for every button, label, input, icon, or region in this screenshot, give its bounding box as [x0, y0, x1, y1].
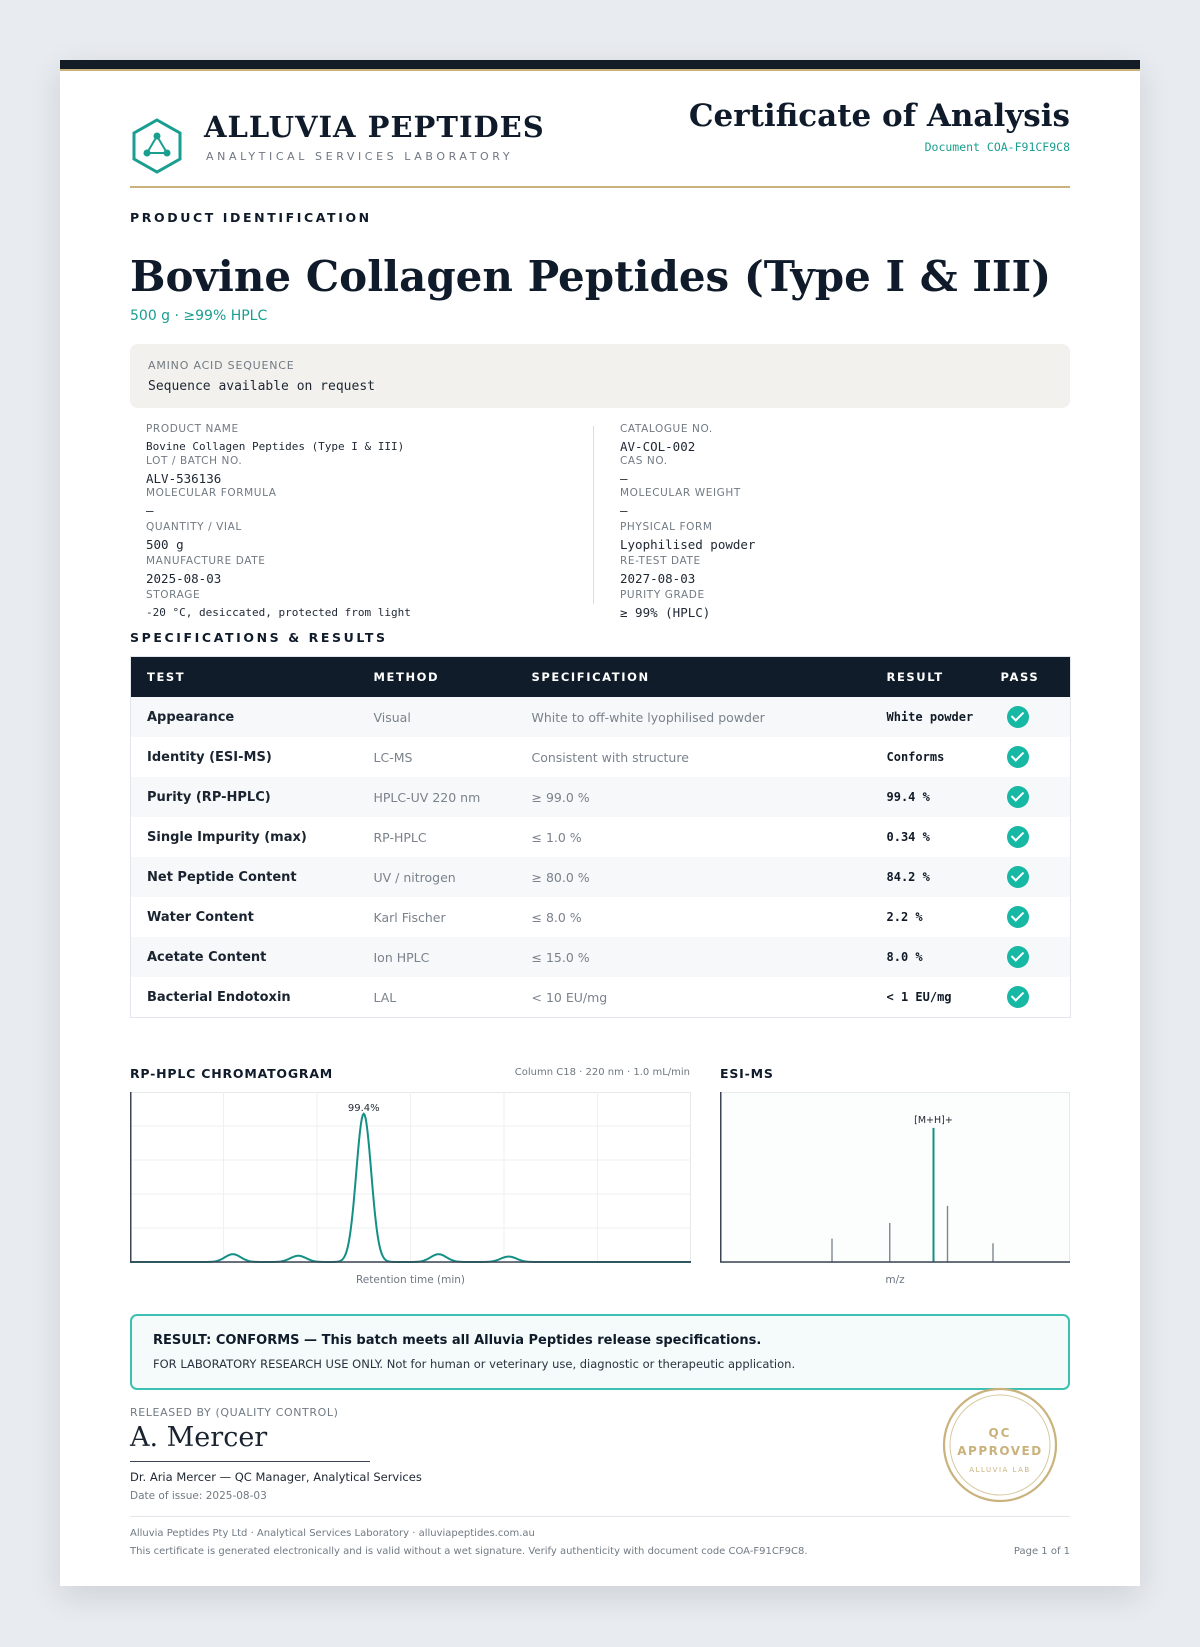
test-name: Bacterial Endotoxin — [131, 977, 358, 1018]
logo-hexagon-icon — [130, 117, 184, 175]
signer-name: Dr. Aria Mercer — QC Manager, Analytical Services — [130, 1470, 422, 1484]
table-row — [131, 937, 1071, 977]
table-row — [131, 817, 1071, 857]
pass-cell — [985, 937, 1071, 977]
footer-divider — [130, 1516, 1070, 1517]
meta-lot-number — [146, 455, 566, 487]
table-row — [131, 697, 1071, 737]
meta-label: CATALOGUE NO. — [620, 423, 713, 435]
test-name: Purity (RP-HPLC) — [131, 777, 358, 817]
meta-value: — — [146, 503, 154, 518]
meta-catalogue-number — [620, 423, 1040, 455]
test-result: Conforms — [871, 737, 985, 777]
test-specification: < 10 EU/mg — [516, 977, 871, 1018]
test-method: Ion HPLC — [358, 937, 516, 977]
column-header-result: RESULT — [871, 657, 985, 698]
hplc-chart-meta: Column C18 · 220 nm · 1.0 mL/min — [514, 1067, 690, 1078]
meta-divider — [593, 426, 594, 604]
meta-manufacture-date — [146, 555, 566, 587]
meta-value: Bovine Collagen Peptides (Type I & III) — [146, 440, 405, 453]
meta-value: 500 g — [146, 537, 184, 552]
table-header-row — [131, 657, 1071, 698]
released-by-label: RELEASED BY (QUALITY CONTROL) — [130, 1406, 339, 1419]
test-result: 0.34 % — [871, 817, 985, 857]
footer-company: Alluvia Peptides Pty Ltd · Analytical Services Laboratory · alluviapeptides.com.au — [130, 1528, 535, 1539]
meta-label: LOT / BATCH NO. — [146, 455, 243, 467]
meta-storage — [146, 589, 566, 621]
meta-value: AV-COL-002 — [620, 439, 696, 454]
hplc-chromatogram — [130, 1092, 691, 1267]
top-bar — [60, 60, 1140, 69]
document-code: Document COA-F91CF9C8 — [924, 140, 1070, 154]
meta-value: -20 °C, desiccated, protected from light — [146, 606, 411, 619]
test-specification: White to off-white lyophilised powder — [516, 697, 871, 737]
product-title: Bovine Collagen Peptides (Type I & III) — [130, 252, 1052, 301]
test-name: Single Impurity (max) — [131, 817, 358, 857]
meta-label: STORAGE — [146, 589, 201, 601]
esi-ms-spectrum — [720, 1092, 1070, 1267]
meta-purity-grade — [620, 589, 1040, 621]
test-result: < 1 EU/mg — [871, 977, 985, 1018]
certificate-page — [60, 60, 1140, 1586]
column-header-specification: SPECIFICATION — [516, 657, 871, 698]
test-name: Acetate Content — [131, 937, 358, 977]
meta-label: MOLECULAR FORMULA — [146, 487, 277, 499]
test-name: Water Content — [131, 897, 358, 937]
pass-cell — [985, 737, 1071, 777]
test-method: HPLC-UV 220 nm — [358, 777, 516, 817]
meta-label: PURITY GRADE — [620, 589, 705, 601]
meta-label: PHYSICAL FORM — [620, 521, 713, 533]
meta-quantity — [146, 521, 566, 553]
table-row — [131, 977, 1071, 1018]
signature-line — [130, 1461, 370, 1462]
brand-name: ALLUVIA PEPTIDES — [204, 110, 545, 144]
test-result: 84.2 % — [871, 857, 985, 897]
meta-label: PRODUCT NAME — [146, 423, 239, 435]
meta-label: RE-TEST DATE — [620, 555, 701, 567]
product-section-label: PRODUCT IDENTIFICATION — [130, 210, 372, 225]
check-icon — [1007, 946, 1029, 968]
meta-value: ALV-536136 — [146, 471, 222, 486]
meta-value: 2025-08-03 — [146, 571, 222, 586]
meta-value: Lyophilised powder — [620, 537, 756, 552]
specifications-table — [130, 656, 1071, 1018]
header-divider — [130, 186, 1070, 188]
test-result: White powder — [871, 697, 985, 737]
pass-cell — [985, 857, 1071, 897]
top-bar-accent — [60, 69, 1140, 71]
test-specification: ≤ 15.0 % — [516, 937, 871, 977]
meta-value: 2027-08-03 — [620, 571, 696, 586]
test-name: Appearance — [131, 697, 358, 737]
table-row — [131, 897, 1071, 937]
brand-subtitle: ANALYTICAL SERVICES LABORATORY — [206, 150, 514, 163]
sequence-label: AMINO ACID SEQUENCE — [148, 359, 295, 372]
test-result: 99.4 % — [871, 777, 985, 817]
sequence-value: Sequence available on request — [148, 379, 375, 394]
ms-chart-title: ESI-MS — [720, 1066, 774, 1081]
meta-value: — — [620, 471, 628, 486]
test-name: Identity (ESI-MS) — [131, 737, 358, 777]
test-specification: ≥ 80.0 % — [516, 857, 871, 897]
check-icon — [1007, 866, 1029, 888]
table-row — [131, 857, 1071, 897]
hplc-x-axis-title: Retention time (min) — [355, 1274, 466, 1286]
product-subtitle: 500 g · ≥99% HPLC — [130, 308, 268, 324]
meta-molecular-formula — [146, 487, 566, 519]
test-result: 2.2 % — [871, 897, 985, 937]
check-icon — [1007, 706, 1029, 728]
pass-cell — [985, 897, 1071, 937]
sequence-box — [130, 344, 1070, 408]
qc-approved-stamp-icon — [942, 1387, 1058, 1503]
test-specification: ≤ 1.0 % — [516, 817, 871, 857]
test-method: UV / nitrogen — [358, 857, 516, 897]
test-specification: ≤ 8.0 % — [516, 897, 871, 937]
test-specification: Consistent with structure — [516, 737, 871, 777]
test-method: RP-HPLC — [358, 817, 516, 857]
test-result: 8.0 % — [871, 937, 985, 977]
column-header-method: METHOD — [358, 657, 516, 698]
check-icon — [1007, 786, 1029, 808]
check-icon — [1007, 906, 1029, 928]
stamp-text-approved: APPROVED — [957, 1444, 1043, 1458]
meta-label: MANUFACTURE DATE — [146, 555, 266, 567]
meta-value: — — [620, 503, 628, 518]
test-method: Visual — [358, 697, 516, 737]
ms-x-axis-title: m/z — [885, 1274, 905, 1286]
meta-value: ≥ 99% (HPLC) — [620, 605, 711, 620]
pass-cell — [985, 777, 1071, 817]
meta-retest-date — [620, 555, 1040, 587]
test-method: LAL — [358, 977, 516, 1018]
pass-cell — [985, 977, 1071, 1018]
document-title: Certificate of Analysis — [688, 98, 1070, 134]
column-header-test: TEST — [131, 657, 358, 698]
meta-physical-form — [620, 521, 1040, 553]
meta-molecular-weight — [620, 487, 1040, 519]
plot-area — [721, 1093, 1070, 1263]
check-icon — [1007, 826, 1029, 848]
meta-label: MOLECULAR WEIGHT — [620, 487, 741, 499]
meta-product-name — [146, 423, 566, 455]
hplc-chart-title: RP-HPLC CHROMATOGRAM — [130, 1066, 334, 1081]
stamp-text-qc: QC — [988, 1426, 1012, 1440]
test-name: Net Peptide Content — [131, 857, 358, 897]
meta-cas-number — [620, 455, 1040, 487]
table-row — [131, 737, 1071, 777]
table-row — [131, 777, 1071, 817]
result-statement: RESULT: CONFORMS — This batch meets all Alluvia Peptides release specifications. — [153, 1333, 762, 1348]
page-number: Page 1 of 1 — [1013, 1546, 1070, 1557]
meta-label: CAS NO. — [620, 455, 668, 467]
column-header-pass: PASS — [985, 657, 1071, 698]
research-use-note: FOR LABORATORY RESEARCH USE ONLY. Not for human or veterinary use, diagnostic or therapeutic application. — [153, 1357, 796, 1371]
meta-label: QUANTITY / VIAL — [146, 521, 242, 533]
stamp-text-lab: ALLUVIA LAB — [969, 1466, 1031, 1474]
test-specification: ≥ 99.0 % — [516, 777, 871, 817]
main-peak-label: 99.4% — [347, 1102, 380, 1114]
pass-cell — [985, 697, 1071, 737]
footer-disclaimer: This certificate is generated electronically and is valid without a wet signature. Verify authenticity with document code COA-F91CF9C8. — [130, 1546, 808, 1557]
test-method: LC-MS — [358, 737, 516, 777]
molecular-ion-label: [M+H]+ — [914, 1114, 953, 1126]
pass-cell — [985, 817, 1071, 857]
test-method: Karl Fischer — [358, 897, 516, 937]
check-icon — [1007, 746, 1029, 768]
check-icon — [1007, 986, 1029, 1008]
specs-section-label: SPECIFICATIONS & RESULTS — [130, 630, 388, 645]
issue-date: Date of issue: 2025-08-03 — [130, 1490, 267, 1502]
signature: A. Mercer — [130, 1422, 268, 1453]
result-banner — [130, 1314, 1070, 1390]
